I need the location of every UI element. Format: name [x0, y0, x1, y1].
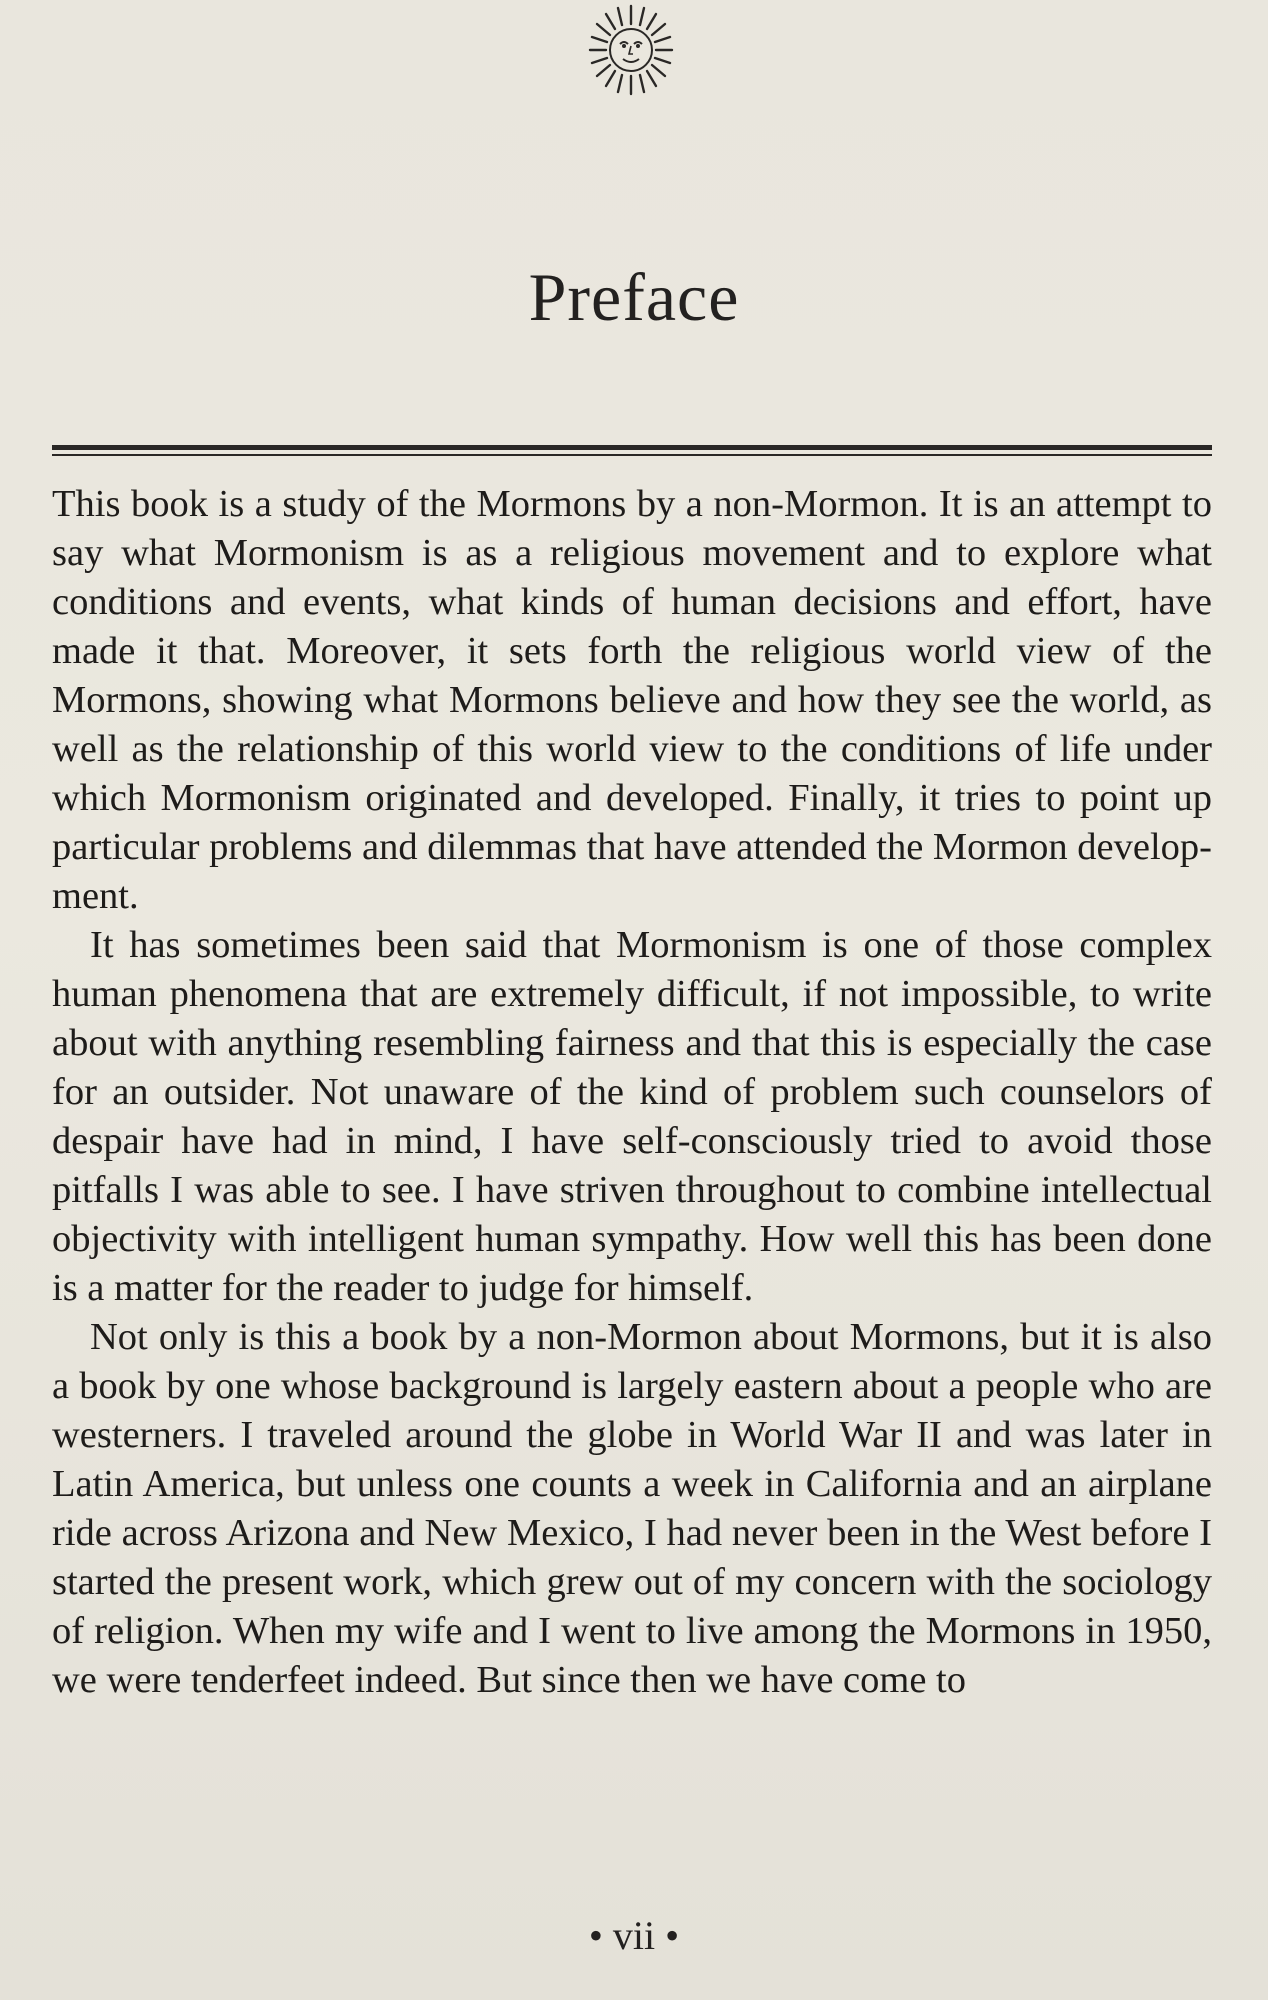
preface-body [52, 480, 1212, 1705]
page-number: • vii • [588, 1913, 680, 1958]
heading-rule-thin [52, 454, 1212, 456]
paragraph-3: Not only is this a book by a non-Mormon about Mormons, but it is also a book by one whose background is largely eastern about a people who are westerners. I traveled around the globe in World War II and was later in Latin America, but unless one counts a week in California and an airplane ride across Arizona and New Mexico, I had never been in the West before I started the present work, which grew out of my concern with the sociology of religion. When my wife and I went to live among the Mormons in 1950, we were tenderfeet indeed. But since then we have come to [52, 1316, 1212, 1701]
paragraph-1: This book is a study of the Mormons by a non-Mormon. It is an attempt to say what Mormonism is as a religious movement and to explore what conditions and events, what kinds of human decisions and effort, have made it that. Moreover, it sets forth the religious world view of the Mormons, showing what Mormons believe and how they see the world, as well as the relationship of this world view to the conditions of life under which Mormonism originated and developed. Finally, it tries to point up particular problems and dilemmas that have attended the Mormon development. [52, 483, 1212, 917]
page-title: Preface [528, 259, 740, 335]
heading-rule-thick [52, 445, 1212, 450]
paragraph-2: It has sometimes been said that Mormonism is one of those complex human phenomena that are extremely difficult, if not impossible, to write about with anything resembling fairness and that this is especially the case for an outsider. Not unaware of the kind of problem such counselors of despair have had in mind, I have self-consciously tried to avoid those pitfalls I was able to see. I have striven throughout to combine intellectual objectivity with intelligent human sympathy. How well this has been done is a matter for the reader to judge for himself. [52, 924, 1212, 1309]
sun-face-ornament-icon [576, 0, 686, 110]
